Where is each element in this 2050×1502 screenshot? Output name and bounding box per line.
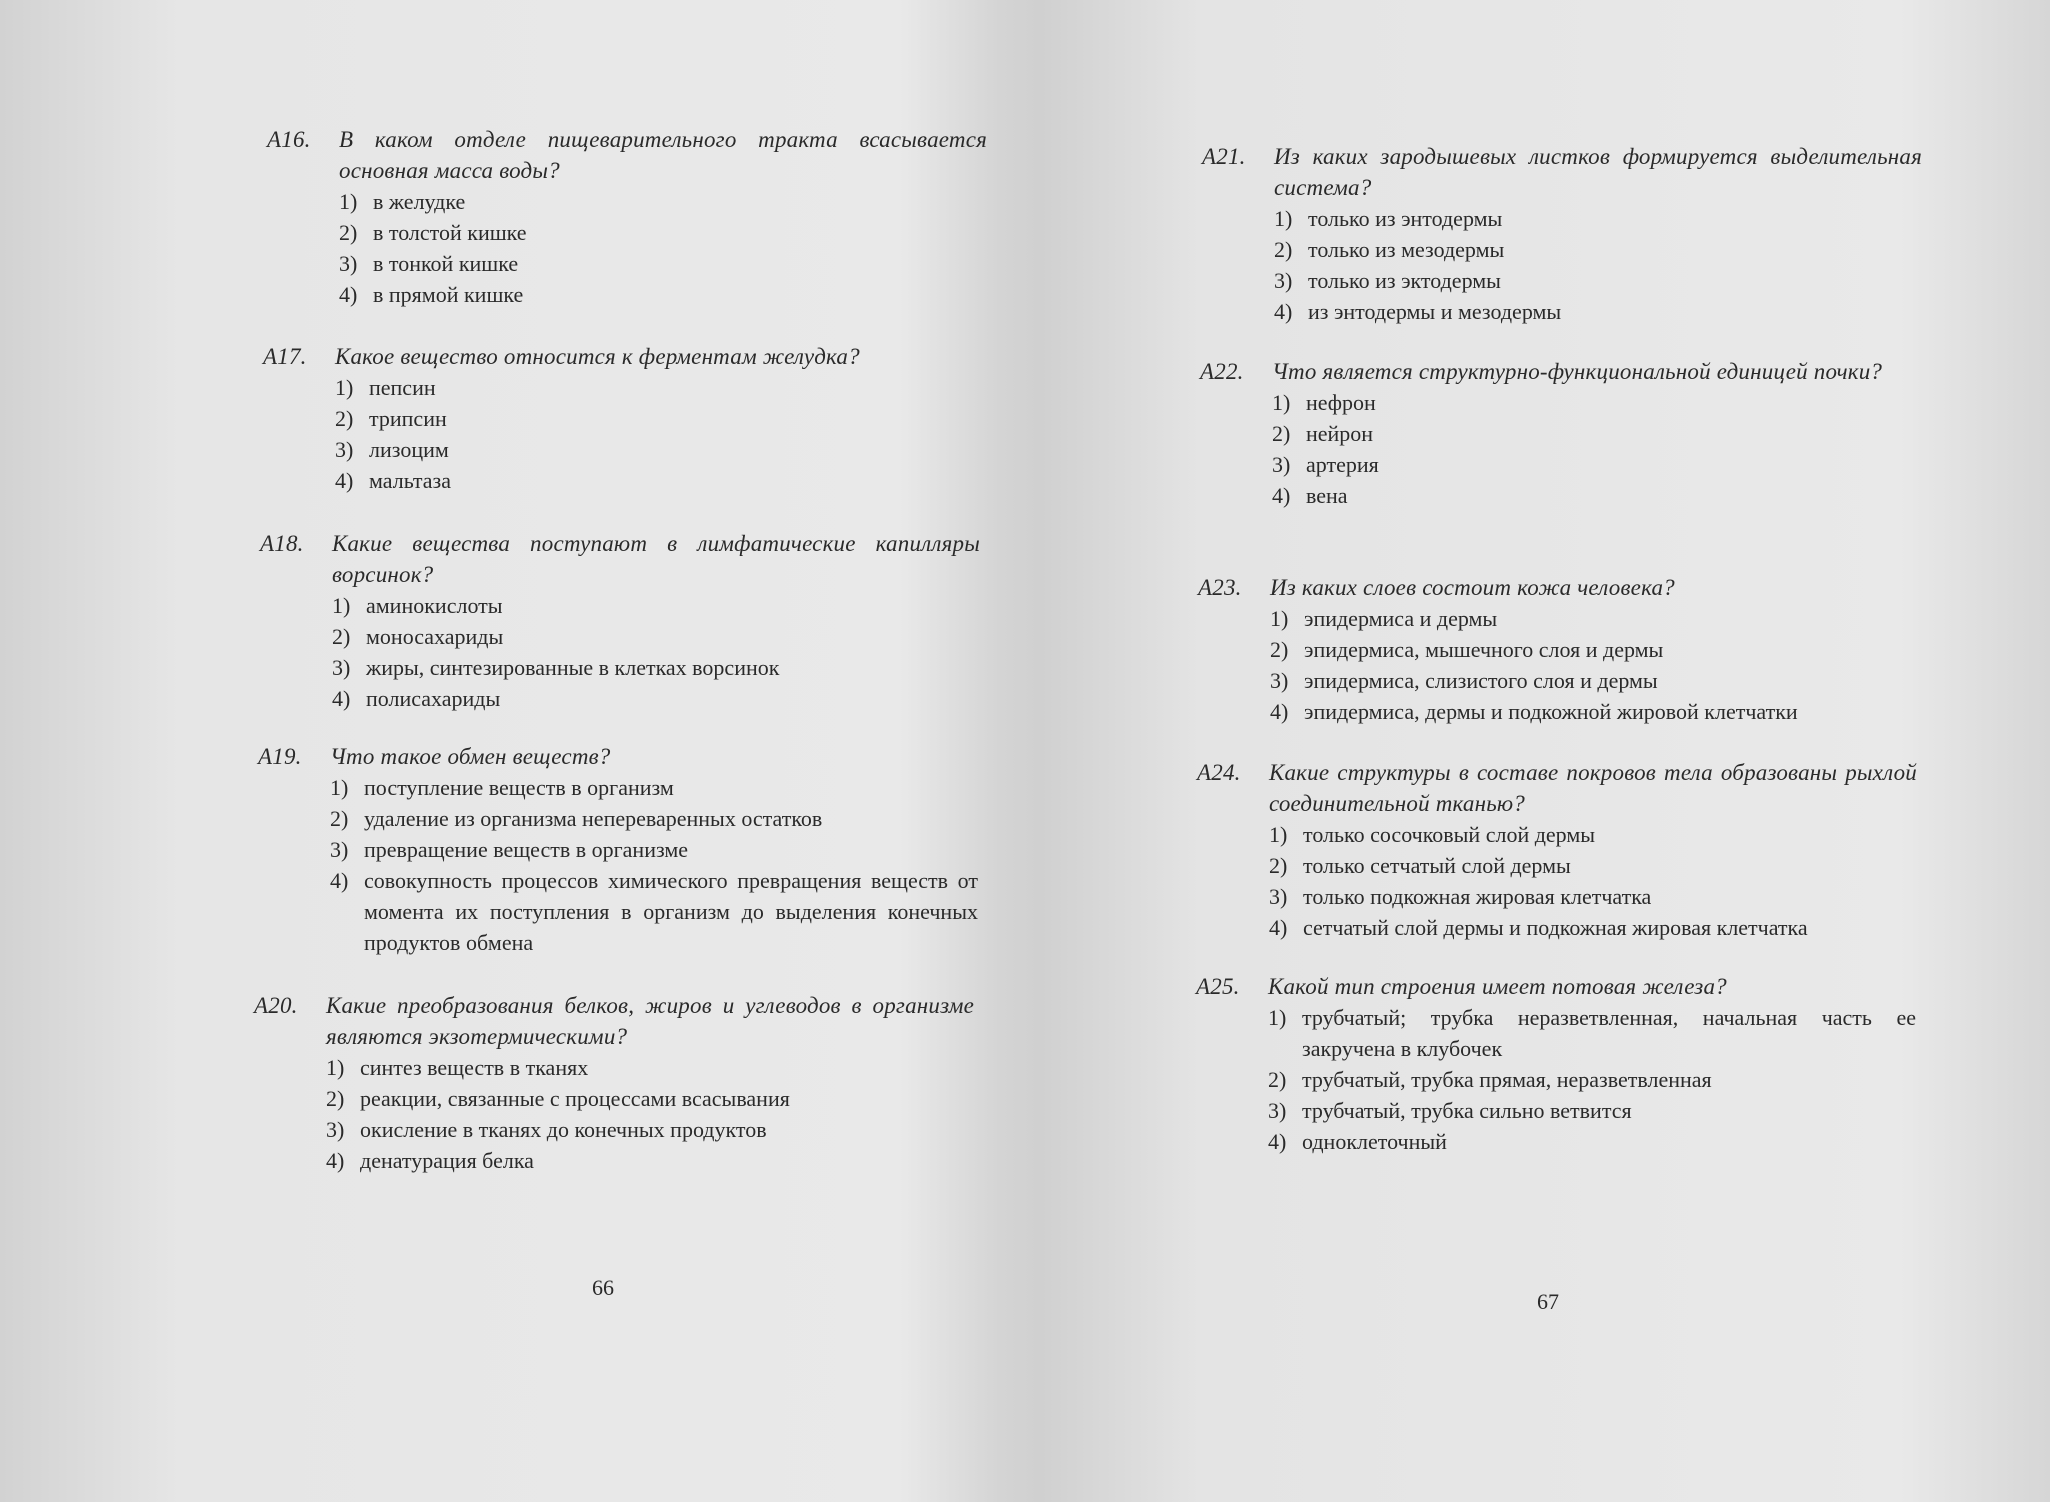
question-a23 xyxy=(1198,572,1918,727)
question-text: Что такое обмен веществ? xyxy=(330,744,611,769)
answer-option xyxy=(1270,696,1918,727)
answer-list xyxy=(263,372,983,496)
answer-text: только подкожная жировая клетчатка xyxy=(1303,884,1652,909)
answer-text: удаление из организма непереваренных остатков xyxy=(364,806,823,831)
answer-text: только сосочковый слой дермы xyxy=(1303,822,1596,847)
answer-list xyxy=(1202,203,1922,327)
question-text: Из каких зародышевых листков формируется выделительная система? xyxy=(1274,144,1922,200)
question-text: Какие структуры в составе покровов тела образованы рыхлой соединительной тканью? xyxy=(1269,760,1917,816)
answer-list xyxy=(1196,1002,1916,1157)
question-a25 xyxy=(1196,971,1916,1157)
answer-number: 2) xyxy=(1272,421,1291,446)
answer-number: 4) xyxy=(332,686,351,711)
answer-text: жиры, синтезированные в клетках ворсинок xyxy=(366,655,780,680)
answer-text: сетчатый слой дермы и подкожная жировая клетчатка xyxy=(1303,915,1808,940)
answer-text: эпидермиса, слизистого слоя и дермы xyxy=(1304,668,1658,693)
answer-number: 4) xyxy=(330,868,349,893)
answer-text: в прямой кишке xyxy=(373,282,524,307)
answer-text: моносахариды xyxy=(366,624,504,649)
question-a21 xyxy=(1202,141,1922,327)
question-number: А17. xyxy=(263,344,307,369)
answer-number: 1) xyxy=(330,775,349,800)
answer-text: полисахариды xyxy=(366,686,501,711)
answer-option xyxy=(332,652,980,683)
answer-text: мальтаза xyxy=(369,468,452,493)
answer-text: нейрон xyxy=(1306,421,1374,446)
answer-number: 4) xyxy=(1269,915,1288,940)
answer-option xyxy=(1268,1064,1916,1095)
answer-option xyxy=(326,1052,974,1083)
answer-text: только из эктодермы xyxy=(1308,268,1501,293)
answer-number: 4) xyxy=(1274,299,1293,324)
answer-number: 1) xyxy=(1272,390,1291,415)
answer-number: 1) xyxy=(1270,606,1289,631)
answer-text: одноклеточный xyxy=(1302,1129,1447,1154)
answer-text: только сетчатый слой дермы xyxy=(1303,853,1571,878)
answer-text: пепсин xyxy=(369,375,436,400)
answer-option xyxy=(1270,634,1918,665)
answer-text: вена xyxy=(1306,483,1348,508)
answer-option xyxy=(335,403,983,434)
answer-option xyxy=(335,465,983,496)
question-number: А24. xyxy=(1197,760,1241,785)
question-a22 xyxy=(1200,356,1920,511)
answer-option xyxy=(1274,234,1922,265)
question-a16 xyxy=(267,124,987,310)
answer-number: 4) xyxy=(1268,1129,1287,1154)
answer-option xyxy=(335,434,983,465)
answer-number: 3) xyxy=(326,1117,345,1142)
answer-option xyxy=(335,372,983,403)
answer-list xyxy=(254,1052,974,1176)
answer-option xyxy=(330,834,978,865)
answer-text: совокупность процессов химического превращения веществ от момента их поступления в организм до выделения конечных продуктов обмена xyxy=(364,868,978,955)
answer-number: 2) xyxy=(330,806,349,831)
question-a18 xyxy=(260,528,980,714)
answer-option xyxy=(1268,1095,1916,1126)
question-text: Из каких слоев состоит кожа человека? xyxy=(1270,575,1675,600)
answer-number: 3) xyxy=(1268,1098,1287,1123)
answer-list xyxy=(260,590,980,714)
question-a20 xyxy=(254,990,974,1176)
answer-number: 2) xyxy=(1274,237,1293,262)
answer-list xyxy=(267,186,987,310)
question-a19 xyxy=(258,741,978,958)
answer-option xyxy=(1270,665,1918,696)
question-number: А20. xyxy=(254,993,298,1018)
answer-number: 3) xyxy=(1270,668,1289,693)
answer-option xyxy=(330,865,978,958)
question-number: А22. xyxy=(1200,359,1244,384)
answer-number: 2) xyxy=(339,220,358,245)
answer-text: окисление в тканях до конечных продуктов xyxy=(360,1117,767,1142)
answer-option xyxy=(332,621,980,652)
answer-text: трубчатый, трубка сильно ветвится xyxy=(1302,1098,1632,1123)
answer-option xyxy=(339,186,987,217)
answer-text: эпидермиса и дермы xyxy=(1304,606,1498,631)
question-a24 xyxy=(1197,757,1917,943)
answer-number: 3) xyxy=(1269,884,1288,909)
question-number: А23. xyxy=(1198,575,1242,600)
answer-number: 1) xyxy=(339,189,358,214)
answer-option xyxy=(1274,265,1922,296)
answer-option xyxy=(339,279,987,310)
answer-option xyxy=(1274,296,1922,327)
question-text: Какие преобразования белков, жиров и углеводов в организме являются экзотермическими? xyxy=(326,993,974,1049)
left-page xyxy=(180,0,1000,1502)
answer-option xyxy=(1272,418,1920,449)
answer-number: 1) xyxy=(332,593,351,618)
answer-text: трубчатый; трубка неразветвленная, начальная часть ее закручена в клубочек xyxy=(1302,1005,1916,1061)
answer-list xyxy=(1200,387,1920,511)
answer-option xyxy=(330,803,978,834)
answer-text: артерия xyxy=(1306,452,1379,477)
answer-option xyxy=(339,217,987,248)
answer-text: денатурация белка xyxy=(360,1148,534,1173)
answer-text: только из мезодермы xyxy=(1308,237,1505,262)
answer-number: 1) xyxy=(326,1055,345,1080)
answer-number: 4) xyxy=(339,282,358,307)
answer-text: реакции, связанные с процессами всасывания xyxy=(360,1086,790,1111)
question-text: Какие вещества поступают в лимфатические капилляры ворсинок? xyxy=(332,531,980,587)
answer-text: нефрон xyxy=(1306,390,1376,415)
answer-option xyxy=(326,1083,974,1114)
question-number: А16. xyxy=(267,127,311,152)
answer-number: 2) xyxy=(1269,853,1288,878)
answer-text: синтез веществ в тканях xyxy=(360,1055,589,1080)
answer-number: 3) xyxy=(339,251,358,276)
answer-number: 1) xyxy=(1269,822,1288,847)
question-text: Какое вещество относится к ферментам желудка? xyxy=(335,344,860,369)
answer-option xyxy=(1269,850,1917,881)
answer-text: в тонкой кишке xyxy=(373,251,519,276)
answer-number: 1) xyxy=(1274,206,1293,231)
answer-number: 3) xyxy=(332,655,351,680)
answer-text: аминокислоты xyxy=(366,593,503,618)
question-text: Какой тип строения имеет потовая железа? xyxy=(1268,974,1727,999)
answer-number: 4) xyxy=(1270,699,1289,724)
question-text: Что является структурно-функциональной единицей почки? xyxy=(1272,359,1883,384)
answer-option xyxy=(1270,603,1918,634)
question-number: А19. xyxy=(258,744,302,769)
answer-option xyxy=(1269,881,1917,912)
answer-text: превращение веществ в организме xyxy=(364,837,689,862)
question-number: А25. xyxy=(1196,974,1240,999)
answer-number: 1) xyxy=(335,375,354,400)
answer-option xyxy=(1272,480,1920,511)
answer-option xyxy=(326,1114,974,1145)
answer-number: 3) xyxy=(335,437,354,462)
page-number: 66 xyxy=(592,1275,614,1300)
answer-list xyxy=(258,772,978,958)
answer-option xyxy=(332,683,980,714)
page-number: 67 xyxy=(1537,1289,1559,1314)
right-page xyxy=(1160,0,1980,1502)
answer-number: 2) xyxy=(1268,1067,1287,1092)
answer-option xyxy=(1268,1002,1916,1064)
answer-text: трипсин xyxy=(369,406,447,431)
answer-number: 4) xyxy=(1272,483,1291,508)
answer-number: 4) xyxy=(335,468,354,493)
question-number: А18. xyxy=(260,531,304,556)
answer-number: 3) xyxy=(1274,268,1293,293)
answer-option xyxy=(1268,1126,1916,1157)
answer-text: лизоцим xyxy=(369,437,449,462)
answer-number: 3) xyxy=(330,837,349,862)
answer-text: эпидермиса, дермы и подкожной жировой клетчатки xyxy=(1304,699,1798,724)
question-text: В каком отделе пищеварительного тракта всасывается основная масса воды? xyxy=(339,127,987,183)
question-a17 xyxy=(263,341,983,496)
answer-list xyxy=(1198,603,1918,727)
answer-number: 1) xyxy=(1268,1005,1287,1030)
answer-option xyxy=(1272,449,1920,480)
answer-number: 2) xyxy=(326,1086,345,1111)
answer-option xyxy=(339,248,987,279)
answer-text: в желудке xyxy=(373,189,466,214)
answer-option xyxy=(330,772,978,803)
answer-text: из энтодермы и мезодермы xyxy=(1308,299,1562,324)
question-number: А21. xyxy=(1202,144,1246,169)
answer-text: только из энтодермы xyxy=(1308,206,1503,231)
answer-number: 2) xyxy=(332,624,351,649)
answer-number: 2) xyxy=(1270,637,1289,662)
answer-number: 4) xyxy=(326,1148,345,1173)
answer-option xyxy=(332,590,980,621)
answer-option xyxy=(1272,387,1920,418)
answer-option xyxy=(1274,203,1922,234)
answer-text: трубчатый, трубка прямая, неразветвленная xyxy=(1302,1067,1712,1092)
answer-number: 2) xyxy=(335,406,354,431)
answer-list xyxy=(1197,819,1917,943)
answer-number: 3) xyxy=(1272,452,1291,477)
answer-text: в толстой кишке xyxy=(373,220,527,245)
answer-option xyxy=(1269,819,1917,850)
answer-option xyxy=(1269,912,1917,943)
answer-text: поступление веществ в организм xyxy=(364,775,674,800)
answer-text: эпидермиса, мышечного слоя и дермы xyxy=(1304,637,1664,662)
answer-option xyxy=(326,1145,974,1176)
